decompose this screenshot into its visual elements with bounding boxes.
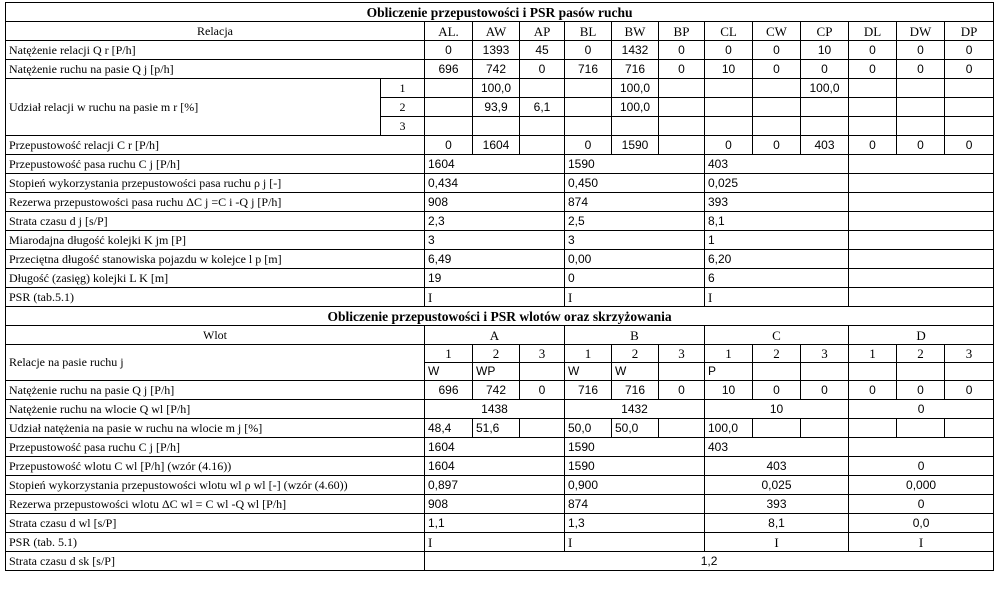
lane-type: W (612, 363, 659, 381)
row-label: Rezerwa przepustowości pasa ruchu ΔC j =C i -Q j [P/h] (6, 193, 425, 212)
table-cell (849, 250, 994, 269)
table-body (6, 3, 994, 571)
lane-number: 3 (659, 345, 705, 363)
table-cell: 93,9 (473, 98, 520, 117)
table-cell: 874 (565, 495, 705, 514)
table-cell (753, 117, 801, 136)
row-label: Miarodajna długość kolejki K jm [P] (6, 231, 425, 250)
table-row (6, 155, 994, 174)
table-row (6, 41, 994, 60)
row-label: Relacje na pasie ruchu j (6, 345, 425, 381)
table-row (6, 22, 994, 41)
table-cell: 1438 (425, 400, 565, 419)
table-cell (659, 79, 705, 98)
row-label: Długość (zasięg) kolejki L K [m] (6, 269, 425, 288)
column-header: AL. (425, 22, 473, 41)
table-cell: 0,00 (565, 250, 705, 269)
section-title: Obliczenie przepustowości i PSR pasów ruchu (6, 3, 994, 22)
column-header: D (849, 326, 994, 345)
table-cell: 100,0 (473, 79, 520, 98)
table-cell: 6,20 (705, 250, 849, 269)
table-cell: 0 (849, 381, 897, 400)
table-cell (612, 117, 659, 136)
table-row (6, 495, 994, 514)
table-cell: 45 (520, 41, 565, 60)
column-header: C (705, 326, 849, 345)
table-cell (945, 79, 994, 98)
table-cell (565, 79, 612, 98)
row-label: Rezerwa przepustowości wlotu ΔC wl = C wl -Q wl [P/h] (6, 495, 425, 514)
table-row (6, 514, 994, 533)
table-row (6, 438, 994, 457)
table-cell: 0 (897, 381, 945, 400)
table-row (6, 250, 994, 269)
table-cell (520, 419, 565, 438)
row-label: Przepustowość relacji C r [P/h] (6, 136, 425, 155)
table-row (6, 307, 994, 326)
column-header: DL (849, 22, 897, 41)
table-row (6, 400, 994, 419)
row-label: Natężenie ruchu na pasie Q j [p/h] (6, 60, 425, 79)
table-cell: 908 (425, 495, 565, 514)
column-header: DP (945, 22, 994, 41)
table-cell (849, 193, 994, 212)
row-label: Przepustowość wlotu C wl [P/h] (wzór (4.16)) (6, 457, 425, 476)
lane-type (753, 363, 801, 381)
total-delay-value: 1,2 (425, 552, 994, 571)
column-header: DW (897, 22, 945, 41)
table-cell: 716 (565, 60, 612, 79)
lane-number: 1 (565, 345, 612, 363)
table-cell: 1,1 (425, 514, 565, 533)
table-cell: 1590 (612, 136, 659, 155)
table-cell: 0 (565, 41, 612, 60)
table-cell (520, 117, 565, 136)
table-row (6, 476, 994, 495)
lane-type: W (565, 363, 612, 381)
row-label: Natężenie ruchu na wlocie Q wl [P/h] (6, 400, 425, 419)
table-row (6, 193, 994, 212)
table-cell (753, 419, 801, 438)
table-cell: 1 (705, 231, 849, 250)
table-cell: 1590 (565, 457, 705, 476)
table-cell (659, 98, 705, 117)
table-cell: 716 (612, 60, 659, 79)
table-cell (897, 98, 945, 117)
table-cell (705, 117, 753, 136)
table-cell: 100,0 (612, 79, 659, 98)
table-cell (520, 79, 565, 98)
table-cell: I (705, 533, 849, 552)
table-row (6, 457, 994, 476)
table-cell (565, 117, 612, 136)
table-cell: 696 (425, 60, 473, 79)
table-row (6, 136, 994, 155)
table-cell (473, 117, 520, 136)
lane-type: WP (473, 363, 520, 381)
table-cell: 0,025 (705, 476, 849, 495)
table-cell: I (425, 288, 565, 307)
table-cell: 0 (753, 41, 801, 60)
table-row (6, 60, 994, 79)
column-header: CW (753, 22, 801, 41)
lane-type (520, 363, 565, 381)
table-cell (849, 155, 994, 174)
row-label: Stopień wykorzystania przepustowości wlotu wl ρ wl [-] (wzór (4.60)) (6, 476, 425, 495)
table-row (6, 231, 994, 250)
table-cell: 0 (705, 136, 753, 155)
table-cell: 0 (565, 136, 612, 155)
lane-type: W (425, 363, 473, 381)
table-cell (849, 212, 994, 231)
table-row (6, 174, 994, 193)
table-cell (849, 174, 994, 193)
table-cell: 908 (425, 193, 565, 212)
table-cell: 3 (565, 231, 705, 250)
table-cell (753, 98, 801, 117)
column-header: Relacja (6, 22, 425, 41)
table-cell: 0 (945, 381, 994, 400)
section-title: Obliczenie przepustowości i PSR wlotów oraz skrzyżowania (6, 307, 994, 326)
table-cell: 1590 (565, 155, 705, 174)
table-row (6, 212, 994, 231)
table-cell: 0 (753, 136, 801, 155)
table-cell (849, 438, 994, 457)
table-cell (897, 419, 945, 438)
table-cell: 742 (473, 381, 520, 400)
table-cell: 0 (801, 381, 849, 400)
table-cell: 1432 (565, 400, 705, 419)
row-label: Natężenie ruchu na pasie Q j [P/h] (6, 381, 425, 400)
lane-type (897, 363, 945, 381)
table-cell: 8,1 (705, 514, 849, 533)
table-cell (849, 288, 994, 307)
table-cell (425, 79, 473, 98)
table-cell: 716 (565, 381, 612, 400)
capacity-table (5, 2, 994, 571)
table-cell: 403 (705, 155, 849, 174)
row-label: Przeciętna długość stanowiska pojazdu w kolejce l p [m] (6, 250, 425, 269)
lane-type: P (705, 363, 753, 381)
table-cell: 10 (705, 381, 753, 400)
table-cell: 100,0 (801, 79, 849, 98)
table-cell: I (565, 288, 705, 307)
column-header: B (565, 326, 705, 345)
table-cell: 393 (705, 495, 849, 514)
table-cell: 696 (425, 381, 473, 400)
table-cell: 403 (705, 438, 849, 457)
table-cell (801, 98, 849, 117)
table-cell: 393 (705, 193, 849, 212)
lane-number: 1 (705, 345, 753, 363)
column-header: BL (565, 22, 612, 41)
table-cell: 50,0 (565, 419, 612, 438)
table-row (6, 381, 994, 400)
column-header: AP (520, 22, 565, 41)
table-row (6, 288, 994, 307)
table-cell (945, 117, 994, 136)
table-cell: 48,4 (425, 419, 473, 438)
table-cell (849, 419, 897, 438)
table-cell: I (425, 533, 565, 552)
table-cell: 0,434 (425, 174, 565, 193)
table-cell (425, 117, 473, 136)
table-cell: 0,025 (705, 174, 849, 193)
table-cell: 0,900 (565, 476, 705, 495)
table-cell: 0 (705, 41, 753, 60)
table-cell: 3 (425, 231, 565, 250)
table-cell: 0 (849, 495, 994, 514)
table-cell: 51,6 (473, 419, 520, 438)
row-label: Udział relacji w ruchu na pasie m r [%] (6, 79, 381, 136)
table-cell (849, 79, 897, 98)
row-label: Strata czasu d j [s/P] (6, 212, 425, 231)
table-cell (705, 98, 753, 117)
table-cell: 1432 (612, 41, 659, 60)
table-cell (945, 419, 994, 438)
table-row (6, 269, 994, 288)
table-row (6, 345, 994, 363)
lane-number: 2 (753, 345, 801, 363)
capacity-calculation-sheet (5, 2, 993, 571)
table-cell: I (849, 533, 994, 552)
column-header: BW (612, 22, 659, 41)
table-cell: 0 (945, 136, 994, 155)
lane-number: 2 (473, 345, 520, 363)
table-cell (659, 136, 705, 155)
table-cell (705, 79, 753, 98)
table-row (6, 552, 994, 571)
table-cell: 0 (897, 136, 945, 155)
table-cell (520, 136, 565, 155)
row-label: Strata czasu d wl [s/P] (6, 514, 425, 533)
table-cell (801, 117, 849, 136)
table-cell: 403 (705, 457, 849, 476)
table-cell: 0,0 (849, 514, 994, 533)
table-cell (849, 98, 897, 117)
table-cell: 6,49 (425, 250, 565, 269)
table-cell: 716 (612, 381, 659, 400)
lane-type (659, 363, 705, 381)
table-cell: 0 (753, 60, 801, 79)
column-header: AW (473, 22, 520, 41)
table-cell: 0,450 (565, 174, 705, 193)
table-cell: I (565, 533, 705, 552)
column-header: CP (801, 22, 849, 41)
row-label: Przepustowość pasa ruchu C j [P/h] (6, 438, 425, 457)
table-cell (659, 117, 705, 136)
table-cell: 1393 (473, 41, 520, 60)
table-cell: 1590 (565, 438, 705, 457)
table-cell: 2,3 (425, 212, 565, 231)
table-cell (849, 269, 994, 288)
table-cell: 0 (897, 60, 945, 79)
table-cell (565, 98, 612, 117)
table-cell: 6 (705, 269, 849, 288)
table-cell: 0 (945, 60, 994, 79)
row-label: PSR (tab. 5.1) (6, 533, 425, 552)
table-cell: 0 (753, 381, 801, 400)
row-label: Przepustowość pasa ruchu C j [P/h] (6, 155, 425, 174)
table-cell (753, 79, 801, 98)
table-cell (945, 98, 994, 117)
table-cell (897, 117, 945, 136)
lane-number: 2 (897, 345, 945, 363)
table-cell (801, 419, 849, 438)
table-cell: 1604 (425, 155, 565, 174)
row-label: Strata czasu d sk [s/P] (6, 552, 425, 571)
lane-number: 3 (801, 345, 849, 363)
lane-type (945, 363, 994, 381)
table-cell (897, 79, 945, 98)
table-cell: 742 (473, 60, 520, 79)
table-row (6, 533, 994, 552)
row-label: PSR (tab.5.1) (6, 288, 425, 307)
lane-number: 3 (945, 345, 994, 363)
table-cell: 6,1 (520, 98, 565, 117)
table-cell (849, 117, 897, 136)
table-cell: 10 (801, 41, 849, 60)
table-cell: 0 (801, 60, 849, 79)
table-cell: 0 (849, 41, 897, 60)
table-cell: 2,5 (565, 212, 705, 231)
table-cell: 8,1 (705, 212, 849, 231)
lane-number: 2 (381, 98, 425, 117)
table-cell: 0 (849, 60, 897, 79)
lane-number: 3 (381, 117, 425, 136)
table-cell: 0 (520, 60, 565, 79)
lane-number: 2 (612, 345, 659, 363)
row-label: Udział natężenia na pasie w ruchu na wlocie m j [%] (6, 419, 425, 438)
lane-number: 1 (381, 79, 425, 98)
lane-number: 1 (849, 345, 897, 363)
table-cell: 0 (897, 41, 945, 60)
lane-type (849, 363, 897, 381)
table-cell (849, 231, 994, 250)
table-cell: 403 (801, 136, 849, 155)
table-cell: 0,897 (425, 476, 565, 495)
table-cell (659, 419, 705, 438)
table-cell: 0 (659, 41, 705, 60)
column-header: A (425, 326, 565, 345)
column-header: CL (705, 22, 753, 41)
table-cell: 1604 (425, 457, 565, 476)
table-row (6, 3, 994, 22)
table-cell: 19 (425, 269, 565, 288)
table-cell (425, 98, 473, 117)
table-cell: 10 (705, 400, 849, 419)
table-cell: 0 (945, 41, 994, 60)
table-cell: 0 (425, 136, 473, 155)
row-label: Stopień wykorzystania przepustowości pasa ruchu ρ j [-] (6, 174, 425, 193)
table-cell: 0,000 (849, 476, 994, 495)
table-cell: 1,3 (565, 514, 705, 533)
table-cell: 0 (520, 381, 565, 400)
table-row (6, 419, 994, 438)
table-cell: 100,0 (705, 419, 753, 438)
table-cell: 0 (849, 457, 994, 476)
table-cell: 50,0 (612, 419, 659, 438)
table-row (6, 79, 994, 98)
lane-number: 1 (425, 345, 473, 363)
table-cell: 0 (425, 41, 473, 60)
table-cell: 0 (849, 400, 994, 419)
table-cell: 1604 (473, 136, 520, 155)
lane-number: 3 (520, 345, 565, 363)
table-cell: 0 (659, 60, 705, 79)
table-cell: 874 (565, 193, 705, 212)
column-header: BP (659, 22, 705, 41)
table-row (6, 326, 994, 345)
table-cell: 100,0 (612, 98, 659, 117)
table-cell: 0 (849, 136, 897, 155)
table-cell: I (705, 288, 849, 307)
lane-type (801, 363, 849, 381)
table-cell: 1604 (425, 438, 565, 457)
table-cell: 0 (565, 269, 705, 288)
column-header: Wlot (6, 326, 425, 345)
table-cell: 0 (659, 381, 705, 400)
table-cell: 10 (705, 60, 753, 79)
row-label: Natężenie relacji Q r [P/h] (6, 41, 425, 60)
